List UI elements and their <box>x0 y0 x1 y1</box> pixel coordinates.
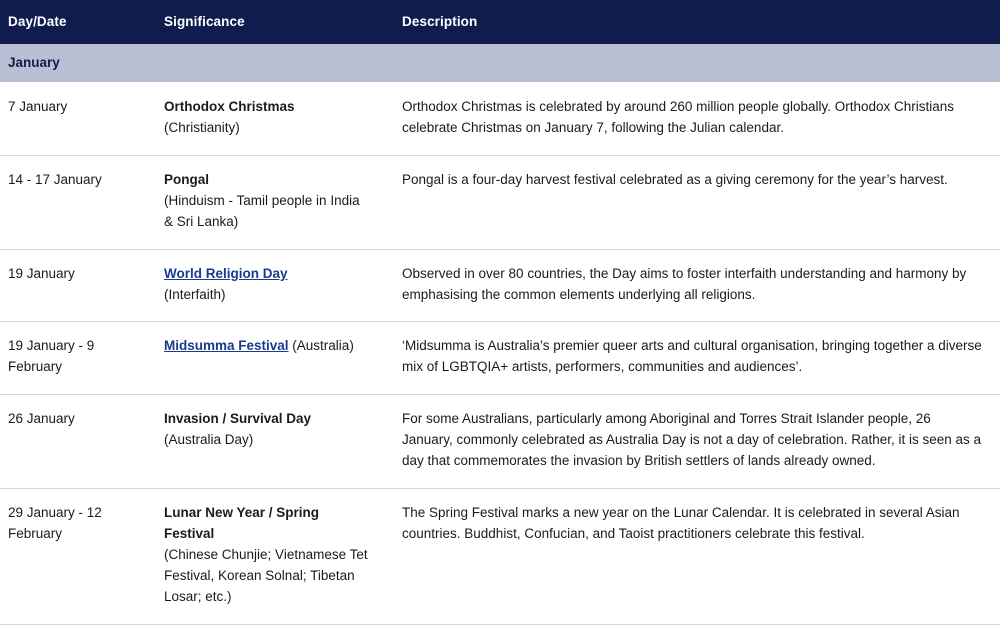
significance-inline-subtitle: (Australia) <box>288 338 354 354</box>
table-row <box>0 395 1000 489</box>
cell-date: 26 January <box>0 395 152 489</box>
table-header-row <box>0 0 1000 44</box>
significance-title-link[interactable]: World Religion Day <box>164 265 288 281</box>
column-header-significance: Significance <box>152 0 386 44</box>
table-body <box>0 44 1000 624</box>
cell-significance <box>152 249 386 322</box>
column-header-description: Description <box>386 0 1000 44</box>
cell-description: For some Australians, particularly among Aboriginal and Torres Strait Islander people, 26 January, commonly celebrated as Australia Day is not a day of celebration. Rather, it is seen as a day that commemorates the invasion by British settlers of lands already owned. <box>386 395 1000 489</box>
cell-significance <box>152 83 386 156</box>
table-row <box>0 249 1000 322</box>
table-row <box>0 489 1000 625</box>
significance-title: Orthodox Christmas <box>164 99 295 114</box>
table-header <box>0 0 1000 44</box>
cell-description: Pongal is a four-day harvest festival celebrated as a giving ceremony for the year’s harvest. <box>386 155 1000 249</box>
cell-significance <box>152 395 386 489</box>
significance-title: Pongal <box>164 171 210 187</box>
cell-significance <box>152 322 386 395</box>
significance-subtitle: (Hinduism - Tamil people in India & Sri Lanka) <box>164 192 360 229</box>
cell-date: 7 January <box>0 83 152 156</box>
column-header-date: Day/Date <box>0 0 152 44</box>
month-heading-row <box>0 44 1000 83</box>
significance-inline-subtitle: (Christianity) <box>164 119 240 135</box>
cell-date: 14 - 17 January <box>0 155 152 249</box>
table-row <box>0 83 1000 156</box>
cell-date: 19 January <box>0 249 152 322</box>
table-row <box>0 322 1000 395</box>
significance-title: Invasion / Survival Day <box>164 411 312 427</box>
cell-description: The Spring Festival marks a new year on the Lunar Calendar. It is celebrated in several Asian countries. Buddhist, Confucian, and Taoist practitioners celebrate this festival. <box>386 489 1000 625</box>
cell-date: 29 January - 12 February <box>0 489 152 625</box>
cell-description: Observed in over 80 countries, the Day aims to foster interfaith understanding and harmony by emphasising the common elements underlying all religions. <box>386 249 1000 322</box>
table-row <box>0 155 1000 249</box>
significance-subtitle: (Australia Day) <box>164 432 254 448</box>
significance-title: Lunar New Year / Spring Festival <box>164 505 320 541</box>
cell-description: ‘Midsumma is Australia’s premier queer arts and cultural organisation, bringing together a diverse mix of LGBTQIA+ artists, performers, communities and audiences’. <box>386 322 1000 395</box>
cell-significance <box>152 489 386 625</box>
cell-significance <box>152 155 386 249</box>
cell-date: 19 January - 9 February <box>0 322 152 395</box>
month-heading-january: January <box>0 44 1000 83</box>
significance-subtitle: (Chinese Chunjie; Vietnamese Tet Festival, Korean Solnal; Tibetan Losar; etc.) <box>164 546 368 604</box>
significance-title-link[interactable]: Midsumma Festival <box>164 338 289 354</box>
significance-subtitle: (Interfaith) <box>164 286 226 302</box>
cell-description: Orthodox Christmas is celebrated by around 260 million people globally. Orthodox Christians celebrate Christmas on January 7, following the Julian calendar. <box>386 83 1000 156</box>
